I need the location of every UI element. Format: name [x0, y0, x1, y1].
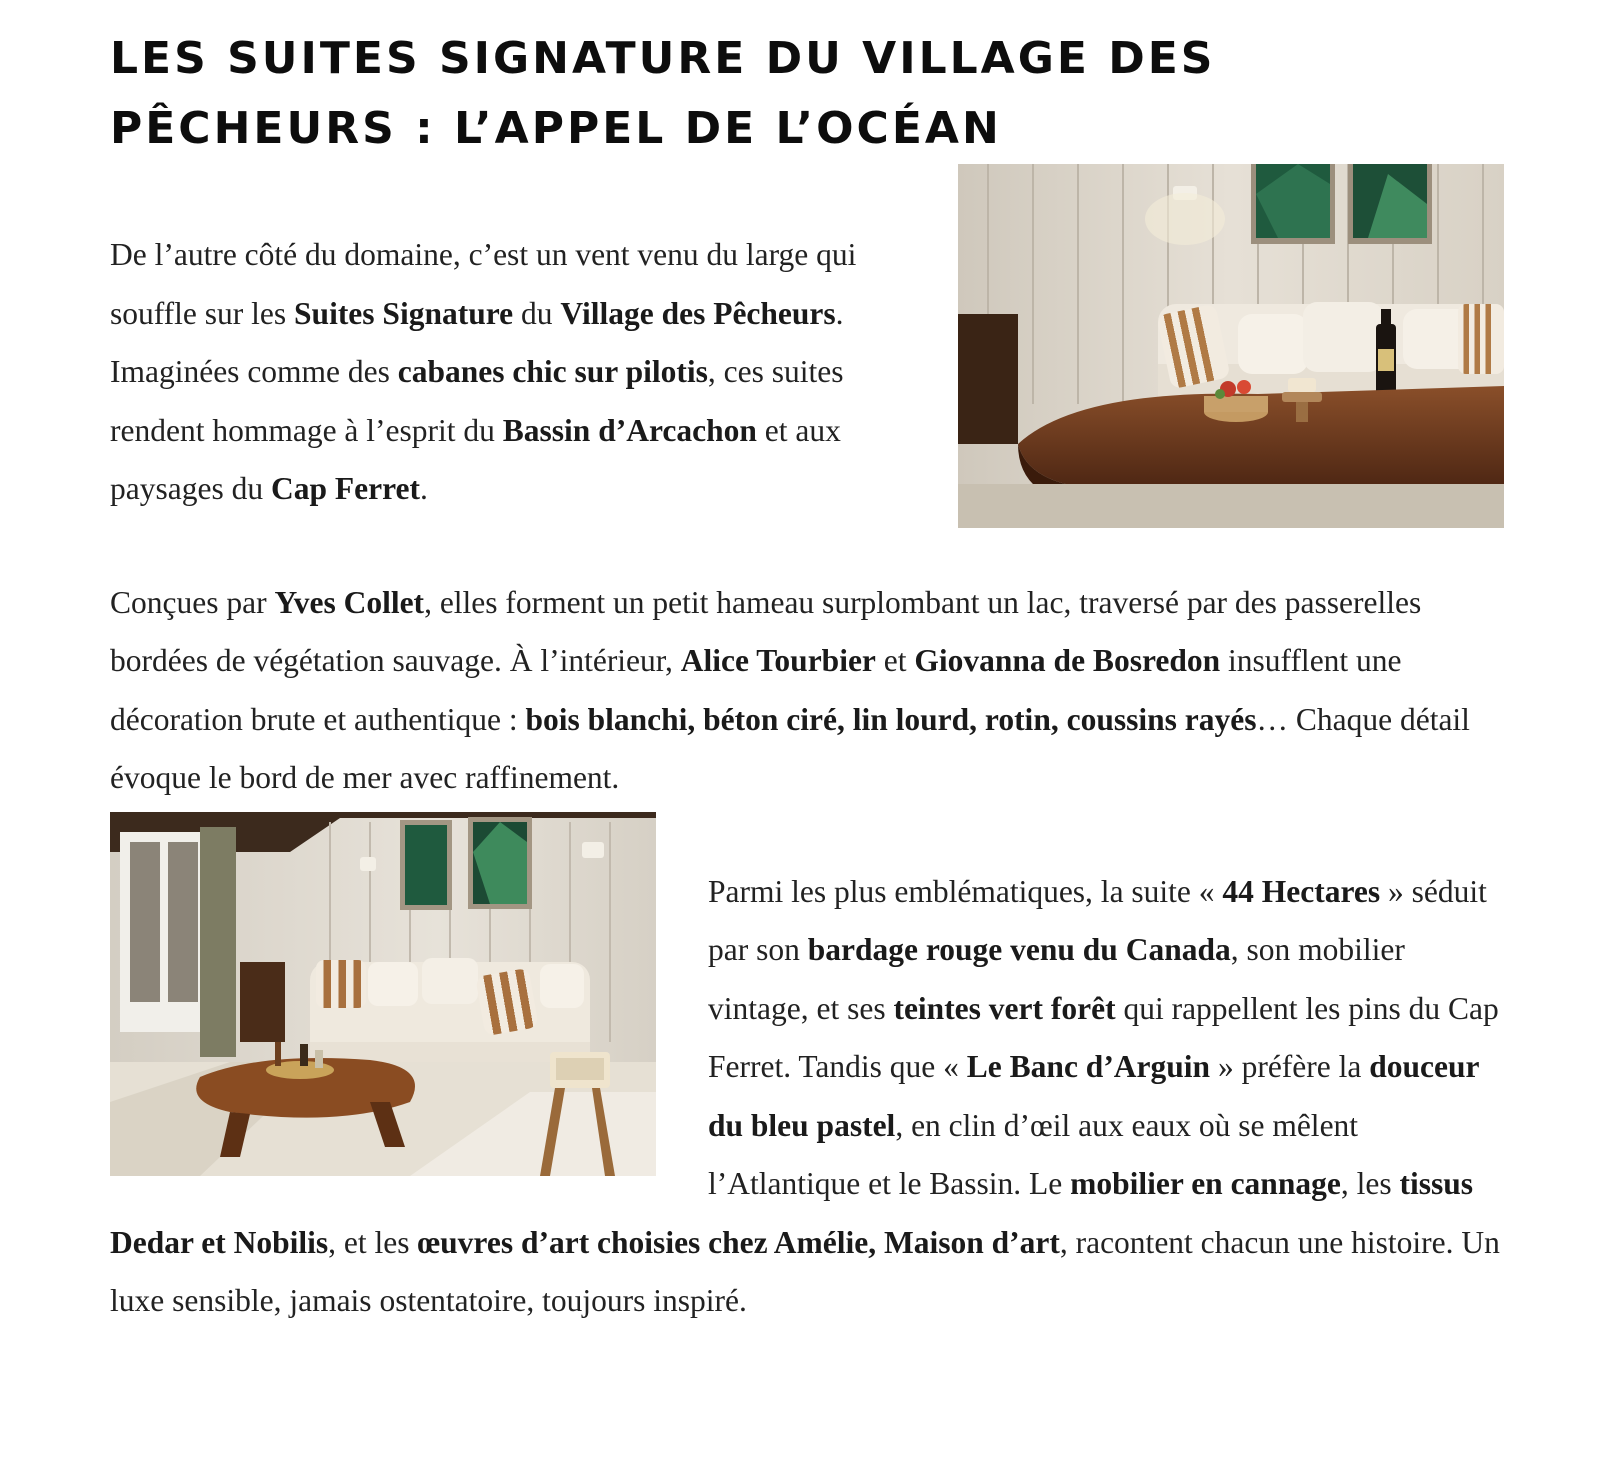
p1-text-2: du — [513, 295, 561, 331]
p3-bold-bleu-pastel: douceur du bleu pastel — [708, 1049, 1479, 1143]
p3-bold-44-hectares: 44 Hectares — [1222, 873, 1381, 909]
p3-text-3: , son mobilier vintage, et ses — [708, 932, 1405, 1026]
p1-text-6: . — [419, 471, 428, 506]
p2-text-3: et — [875, 643, 915, 678]
suite-photo-interior-image — [110, 812, 656, 1176]
p3-text-7: , les — [1340, 1166, 1400, 1201]
p3-text-1: Parmi les plus emblématiques, la suite « — [708, 873, 1223, 909]
p3-text-8: , et les — [328, 1224, 418, 1260]
p2-bold-yves-collet: Yves Collet — [274, 584, 425, 620]
suite-photo-interior — [110, 812, 656, 1176]
p3-text-9: , racontent chacun une histoire. Un luxe sensible, jamais ostentatoire, toujours inspiré. — [110, 1224, 1500, 1318]
p2-bold-giovanna: Giovanna de Bosredon — [914, 643, 1221, 678]
p3-bold-cannage: mobilier en cannage — [1070, 1166, 1341, 1201]
p1-bold-village-des-pecheurs: Village des Pêcheurs — [560, 295, 836, 331]
heading-line-1: LES SUITES SIGNATURE DU VILLAGE DES — [110, 33, 1216, 84]
p3-bold-oeuvres: œuvres d’art choisies chez Amélie, Maison d’art — [417, 1224, 1060, 1260]
p3-text-2: » séduit par son — [708, 873, 1487, 967]
p2-bold-alice-tourbier: Alice Tourbier — [680, 643, 876, 678]
p3-bold-tissus: tissus Dedar et Nobilis — [110, 1166, 1474, 1260]
suite-photo-living-room — [958, 164, 1504, 528]
p3-bold-bardage: bardage rouge venu du Canada — [807, 932, 1231, 967]
p3-text-5: » préfère la — [1210, 1049, 1370, 1084]
paragraph-2 — [110, 574, 1504, 808]
p3-text-6: , en clin d’œil aux eaux où se mêlent l’Atlantique et le Bassin. Le — [708, 1107, 1359, 1201]
suite-photo-living-room-image — [958, 164, 1504, 528]
p3-bold-banc-arguin: Le Banc d’Arguin — [966, 1049, 1211, 1084]
p1-bold-cap-ferret: Cap Ferret — [270, 471, 420, 506]
p2-bold-materials: bois blanchi, béton ciré, lin lourd, rotin, coussins rayés — [525, 701, 1257, 737]
p1-text-1: De l’autre côté du domaine, c’est un vent venu du large qui souffle sur les — [110, 237, 857, 331]
p2-text-2: , elles forment un petit hameau surplombant un lac, traversé par des passerelles bordées de végétation sauvage. À l’intérieur, — [110, 584, 1422, 678]
p2-text-1: Conçues par — [110, 584, 275, 620]
p1-bold-cabanes: cabanes chic sur pilotis — [397, 354, 708, 389]
p1-text-4: , ces suites rendent hommage à l’esprit du — [110, 354, 844, 448]
p2-text-4: insufflent une décoration brute et authentique : — [110, 643, 1402, 737]
p1-bold-suites-signature: Suites Signature — [294, 295, 514, 331]
p1-text-3: . Imaginées comme des — [110, 295, 844, 389]
p2-text-5: … Chaque détail évoque le bord de mer avec raffinement. — [110, 701, 1470, 795]
p1-text-5: et aux paysages du — [110, 412, 841, 506]
p1-bold-bassin: Bassin d’Arcachon — [502, 412, 757, 448]
p3-bold-vert-foret: teintes vert forêt — [893, 990, 1116, 1026]
p3-text-4: qui rappellent les pins du Cap Ferret. Tandis que « — [708, 990, 1499, 1084]
section-heading — [110, 24, 1360, 164]
article — [0, 24, 1614, 1480]
heading-line-2: PÊCHEURS : L’APPEL DE L’OCÉAN — [110, 103, 1002, 154]
